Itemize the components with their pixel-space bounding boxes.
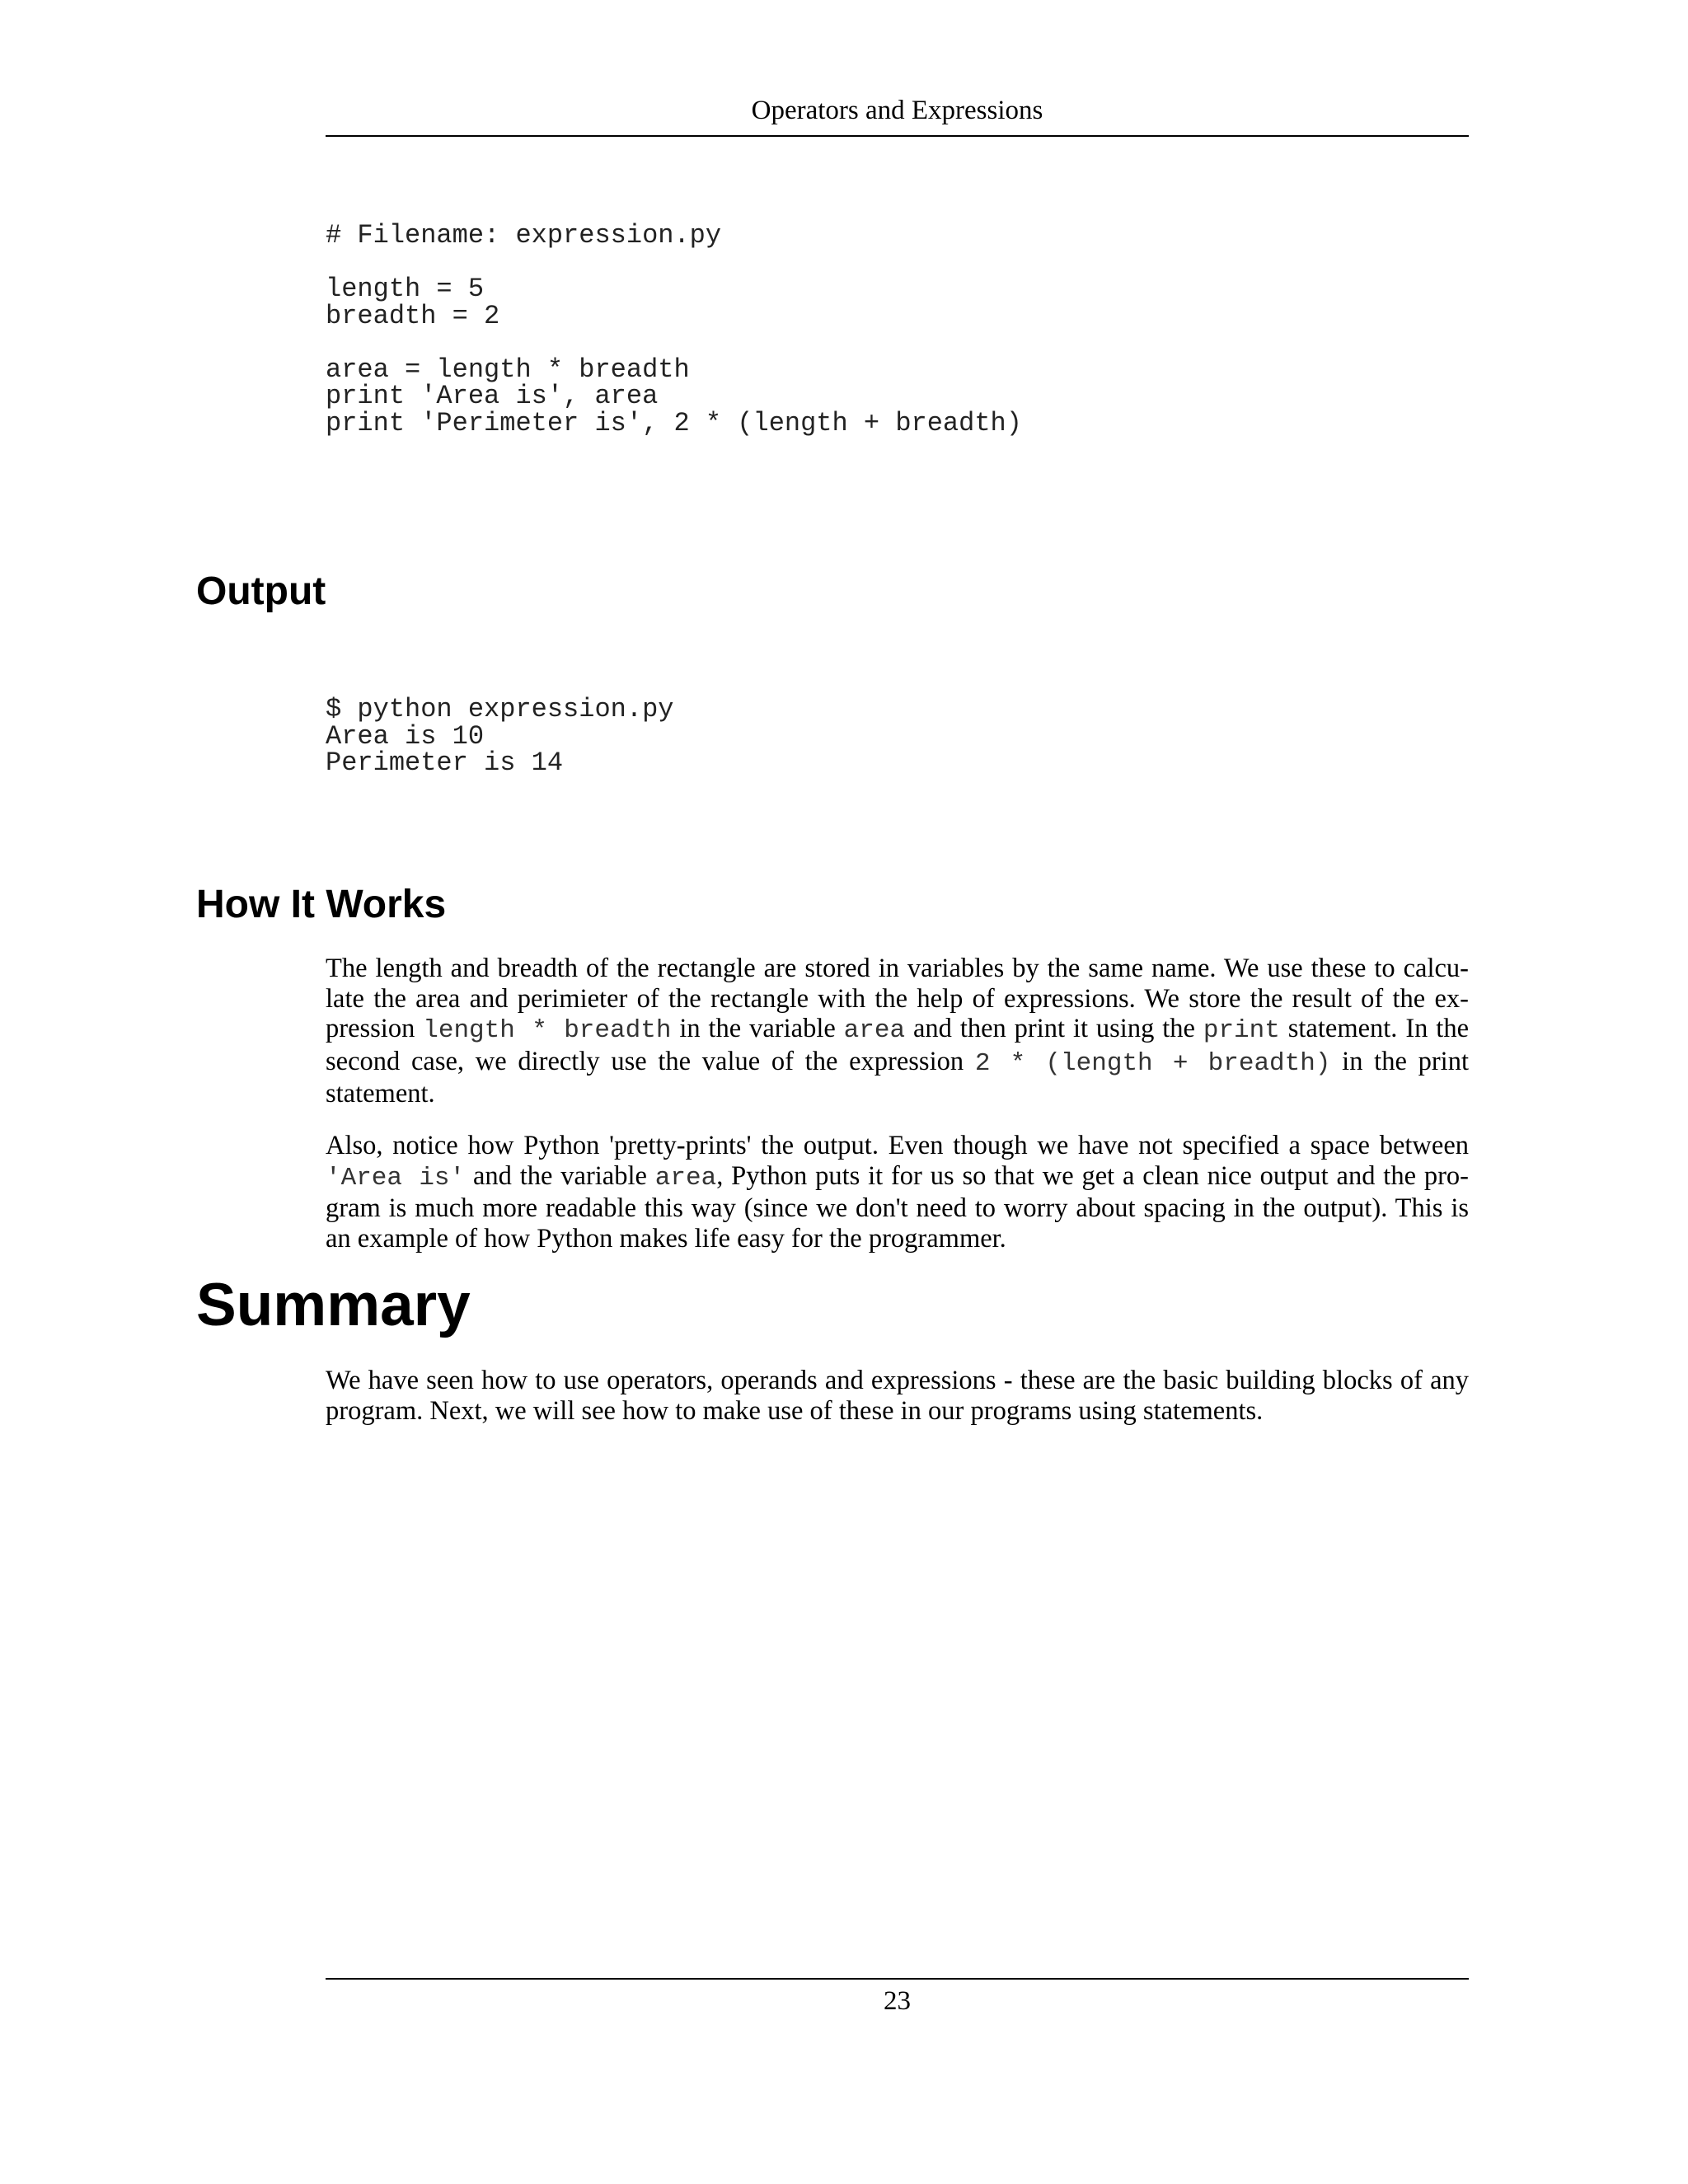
inline-code: print <box>1203 1016 1280 1045</box>
code-line: # Filename: expression.py <box>326 220 722 251</box>
inline-code: length * breadth <box>423 1016 672 1045</box>
code-line: length = 5 <box>326 274 485 304</box>
inline-code: area <box>843 1016 906 1045</box>
inline-code: 2 * (length + breadth) <box>974 1048 1331 1078</box>
inline-code: area <box>654 1163 717 1193</box>
text-run: in the variable <box>671 1014 844 1043</box>
running-header: Operators and Expressions <box>751 96 1043 125</box>
how-it-works-paragraph-2 <box>326 1131 1469 1254</box>
text-run: and then print it using the <box>905 1014 1203 1043</box>
code-line: print 'Area is', area <box>326 381 659 411</box>
summary-paragraph: We have seen how to use operators, operands and expressions - these are the basic building blocks of any program. Next, we will see how to make use of these in our programs using statements. <box>326 1366 1469 1426</box>
summary-heading: Summary <box>196 1272 471 1338</box>
text-run: Also, notice how Python 'pretty-prints' the output. Even though we have not specified a space between <box>326 1131 1469 1160</box>
text-run: The length and breadth of the rectangle are stored in variables by the same name. We use these to calculate the area and perimieter of the rectangle with the help of expressions. We store the result of the expression <box>326 954 1469 1043</box>
code-line <box>326 330 1022 357</box>
header-rule <box>326 135 1469 137</box>
code-line <box>326 250 1022 277</box>
text-run: statement. In the second case, we directly use the value of the expression <box>326 1014 1469 1076</box>
text-run: , Python puts it for us so that we get a clean nice output and the program is much more readable this way (since we don't need to worry about spacing in the output). This is an example of how Python makes life easy for the programmer. <box>326 1160 1469 1254</box>
how-it-works-paragraph-1 <box>326 954 1469 1109</box>
code-line: area = length * breadth <box>326 354 690 385</box>
output-line: Area is 10 <box>326 720 485 752</box>
code-line: breadth = 2 <box>326 300 500 331</box>
output-heading: Output <box>196 569 326 613</box>
page-number: 23 <box>884 1986 911 2016</box>
program-output-listing <box>326 696 673 777</box>
how-it-works-heading: How It Works <box>196 883 447 926</box>
footer-rule <box>326 1978 1469 1980</box>
code-line: print 'Perimeter is', 2 * (length + breadth) <box>326 407 1022 438</box>
text-run: in the print statement. <box>326 1046 1469 1108</box>
output-line: Perimeter is 14 <box>326 748 564 778</box>
inline-code: 'Area is' <box>326 1163 466 1193</box>
output-line: $ python expression.py <box>326 694 674 724</box>
code-listing <box>326 220 1022 438</box>
text-run: and the variable <box>465 1160 655 1191</box>
